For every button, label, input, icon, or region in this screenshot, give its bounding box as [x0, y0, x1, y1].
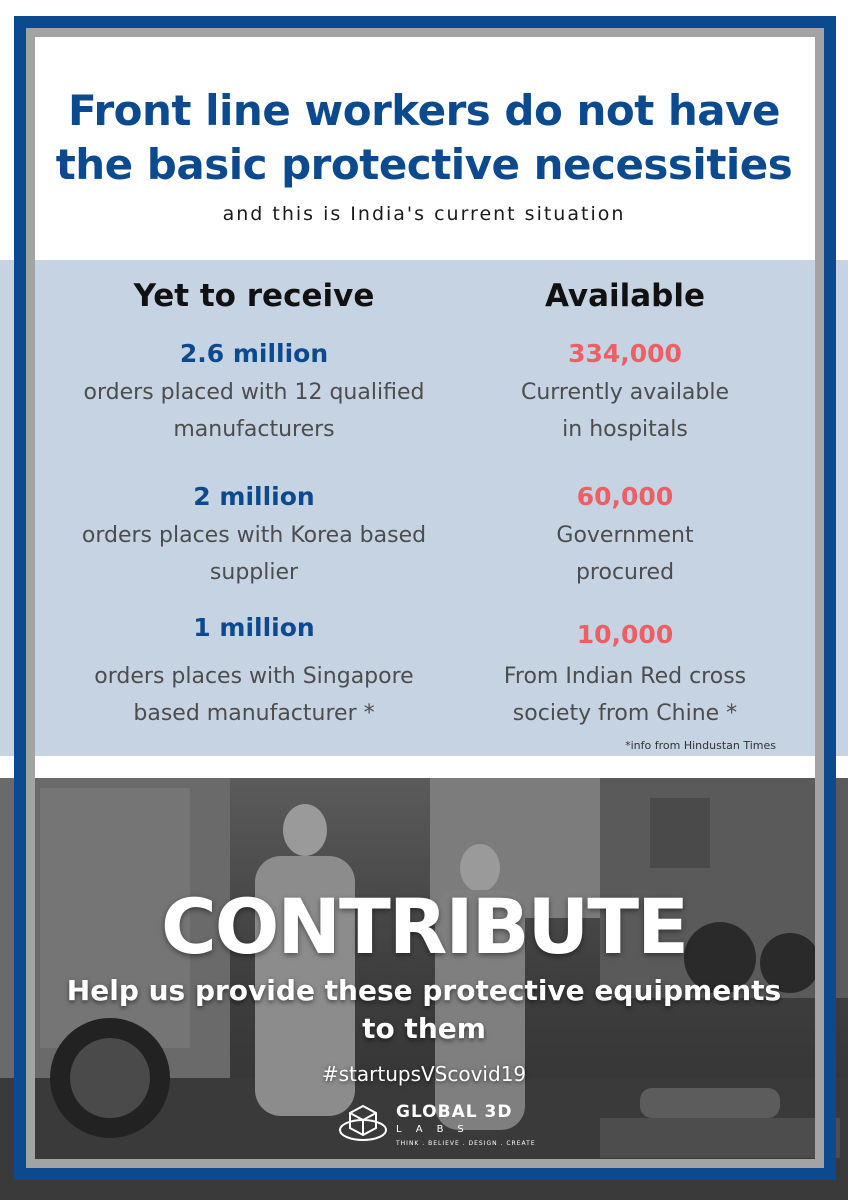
- stat-description: [460, 517, 790, 591]
- stat-description-line-1: From Indian Red cross: [503, 664, 747, 689]
- stat-description-line-1: orders places with Korea based: [81, 523, 427, 548]
- stat-item: [44, 612, 464, 732]
- global-3d-labs-logo: [338, 1100, 536, 1154]
- stat-value: 2 million: [193, 482, 315, 511]
- help-message-line-2: to them: [362, 1012, 486, 1045]
- stat-description: [44, 374, 464, 448]
- logo-labs: LABS: [396, 1124, 478, 1135]
- title-line-1: Front line workers do not have: [67, 86, 781, 135]
- stat-description-line-1: Government: [556, 523, 694, 548]
- stat-description: [44, 658, 464, 732]
- stat-description: [460, 374, 790, 448]
- help-message: [60, 972, 788, 1048]
- contribute-heading: CONTRIBUTE: [160, 882, 688, 971]
- page-subtitle: and this is India's current situation: [222, 203, 626, 225]
- help-message-line-1: Help us provide these protective equipments: [66, 974, 782, 1007]
- stat-description: [44, 517, 464, 591]
- stat-item: [460, 619, 790, 732]
- available-heading: Available: [544, 278, 706, 314]
- stat-description-line-1: orders places with Singapore: [94, 664, 414, 689]
- stat-description-line-1: orders placed with 12 qualified: [83, 380, 425, 405]
- stat-item: [44, 481, 464, 591]
- page-title: [40, 84, 808, 192]
- source-note: *info from Hindustan Times: [625, 739, 776, 752]
- stat-description-line-2: based manufacturer *: [133, 701, 375, 726]
- stat-description-line-2: manufacturers: [173, 417, 335, 442]
- stat-value: 10,000: [576, 620, 674, 649]
- stat-description: [460, 658, 790, 732]
- stat-item: [460, 338, 790, 448]
- stat-description-line-2: in hospitals: [562, 417, 688, 442]
- stat-description-line-2: supplier: [209, 560, 299, 585]
- title-line-2: the basic protective necessities: [55, 140, 793, 189]
- stat-value: 2.6 million: [179, 339, 329, 368]
- logo-name: GLOBAL 3D: [396, 1102, 513, 1122]
- stat-description-line-1: Currently available: [520, 380, 730, 405]
- stat-item: [44, 338, 464, 448]
- stat-value: 60,000: [576, 482, 674, 511]
- stat-value: 334,000: [568, 339, 682, 368]
- hashtag: #startupsVScovid19: [321, 1062, 527, 1086]
- logo-tagline: THINK . BELIEVE . DESIGN . CREATE: [396, 1140, 536, 1147]
- yet-to-receive-heading: Yet to receive: [133, 278, 375, 314]
- stat-description-line-2: procured: [575, 560, 675, 585]
- cube-logo-icon: [338, 1102, 388, 1148]
- stat-description-line-2: society from Chine *: [512, 701, 738, 726]
- stat-value: 1 million: [193, 613, 315, 642]
- stat-item: [460, 481, 790, 591]
